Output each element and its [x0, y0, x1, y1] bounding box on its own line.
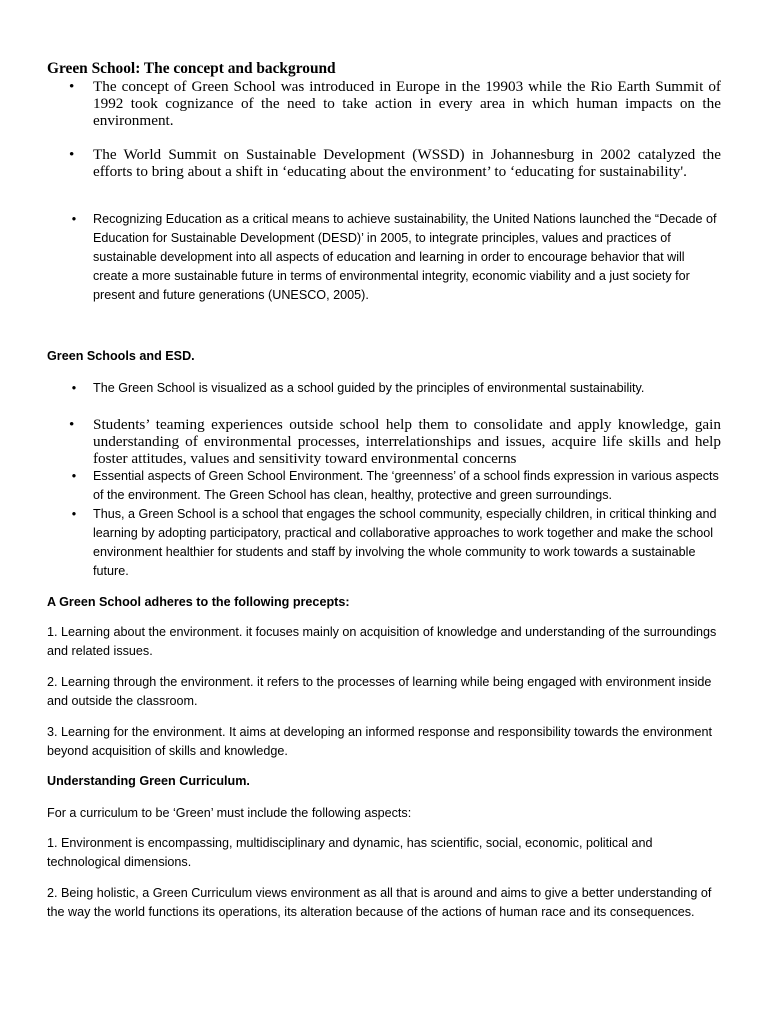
curriculum-intro: For a curriculum to be ‘Green’ must include the following aspects: — [47, 806, 412, 820]
bullet-icon: • — [69, 146, 75, 163]
bullet-text: Essential aspects of Green School Environment. The ‘greenness’ of a school finds expression in various aspects of the environment. The Green School has clean, healthy, protective and green surroundings. — [93, 469, 719, 502]
bullet-text: Thus, a Green School is a school that engages the school community, especially children, in critical thinking and learning by adopting participatory, practical and collaborative approaches to work together and make the school environment healthier for students and staff by involving the whole community to work towards a sustainable future. — [93, 507, 717, 578]
bullet-text: Students’ teaming experiences outside school help them to consolidate and apply knowledge, gain understanding of environmental processes, interrelationships and issues, acquire life skills and help foster attitudes, values and sensitivity toward environmental concerns — [93, 416, 721, 467]
curriculum-item: 2. Being holistic, a Green Curriculum views environment as all that is around and aims to give a better understanding of the way the world functions its operations, its alteration because of the actions of human race and its consequences. — [47, 886, 712, 919]
precept-item: 2. Learning through the environment. it refers to the processes of learning while being engaged with environment inside and outside the classroom. — [47, 675, 712, 708]
bullet-item — [69, 416, 721, 467]
bullet-item — [69, 78, 721, 129]
bullet-item — [71, 379, 721, 398]
bullet-icon: • — [71, 469, 77, 483]
bullet-item — [71, 210, 721, 305]
precept-item: 1. Learning about the environment. it focuses mainly on acquisition of knowledge and understanding of the surroundings and related issues. — [47, 625, 717, 658]
bullet-icon: • — [71, 381, 77, 395]
bullet-text: The World Summit on Sustainable Development (WSSD) in Johannesburg in 2002 catalyzed the efforts to bring about a shift in ‘educating about the environment’ to ‘educating for sustainability'. — [93, 146, 721, 180]
bullet-item — [71, 467, 721, 505]
section-heading-green-school-concept: Green School: The concept and background — [47, 60, 336, 77]
bullet-item — [69, 146, 721, 181]
curriculum-item: 1. Environment is encompassing, multidisciplinary and dynamic, has scientific, social, economic, political and technological dimensions. — [47, 836, 653, 869]
section-heading-precepts: A Green School adheres to the following precepts: — [47, 595, 350, 609]
bullet-text: Recognizing Education as a critical means to achieve sustainability, the United Nations launched the “Decade of Education for Sustainable Development (DESD)’ in 2005, to integrate principles, values and practices of sustainable development into all aspects of education and learning in order to encourage behavior that will create a more sustainable future in terms of environmental integrity, economic viability and a just society for present and future generations (UNESCO, 2005). — [93, 212, 717, 302]
bullet-icon: • — [71, 507, 77, 521]
precept-item: 3. Learning for the environment. It aims at developing an informed response and responsibility towards the environment beyond acquisition of skills and knowledge. — [47, 725, 713, 758]
bullet-icon: • — [69, 78, 75, 95]
bullet-icon: • — [71, 212, 77, 226]
bullet-text: The concept of Green School was introduced in Europe in the 19903 while the Rio Earth Summit of 1992 took cognizance of the need to take action in every area in which human impacts on the environment. — [93, 78, 721, 129]
section-heading-green-schools-esd: Green Schools and ESD. — [47, 349, 195, 363]
bullet-item — [71, 505, 721, 581]
bullet-text: The Green School is visualized as a school guided by the principles of environmental sustainability. — [93, 381, 645, 395]
bullet-icon: • — [69, 416, 75, 433]
section-heading-green-curriculum: Understanding Green Curriculum. — [47, 774, 250, 788]
